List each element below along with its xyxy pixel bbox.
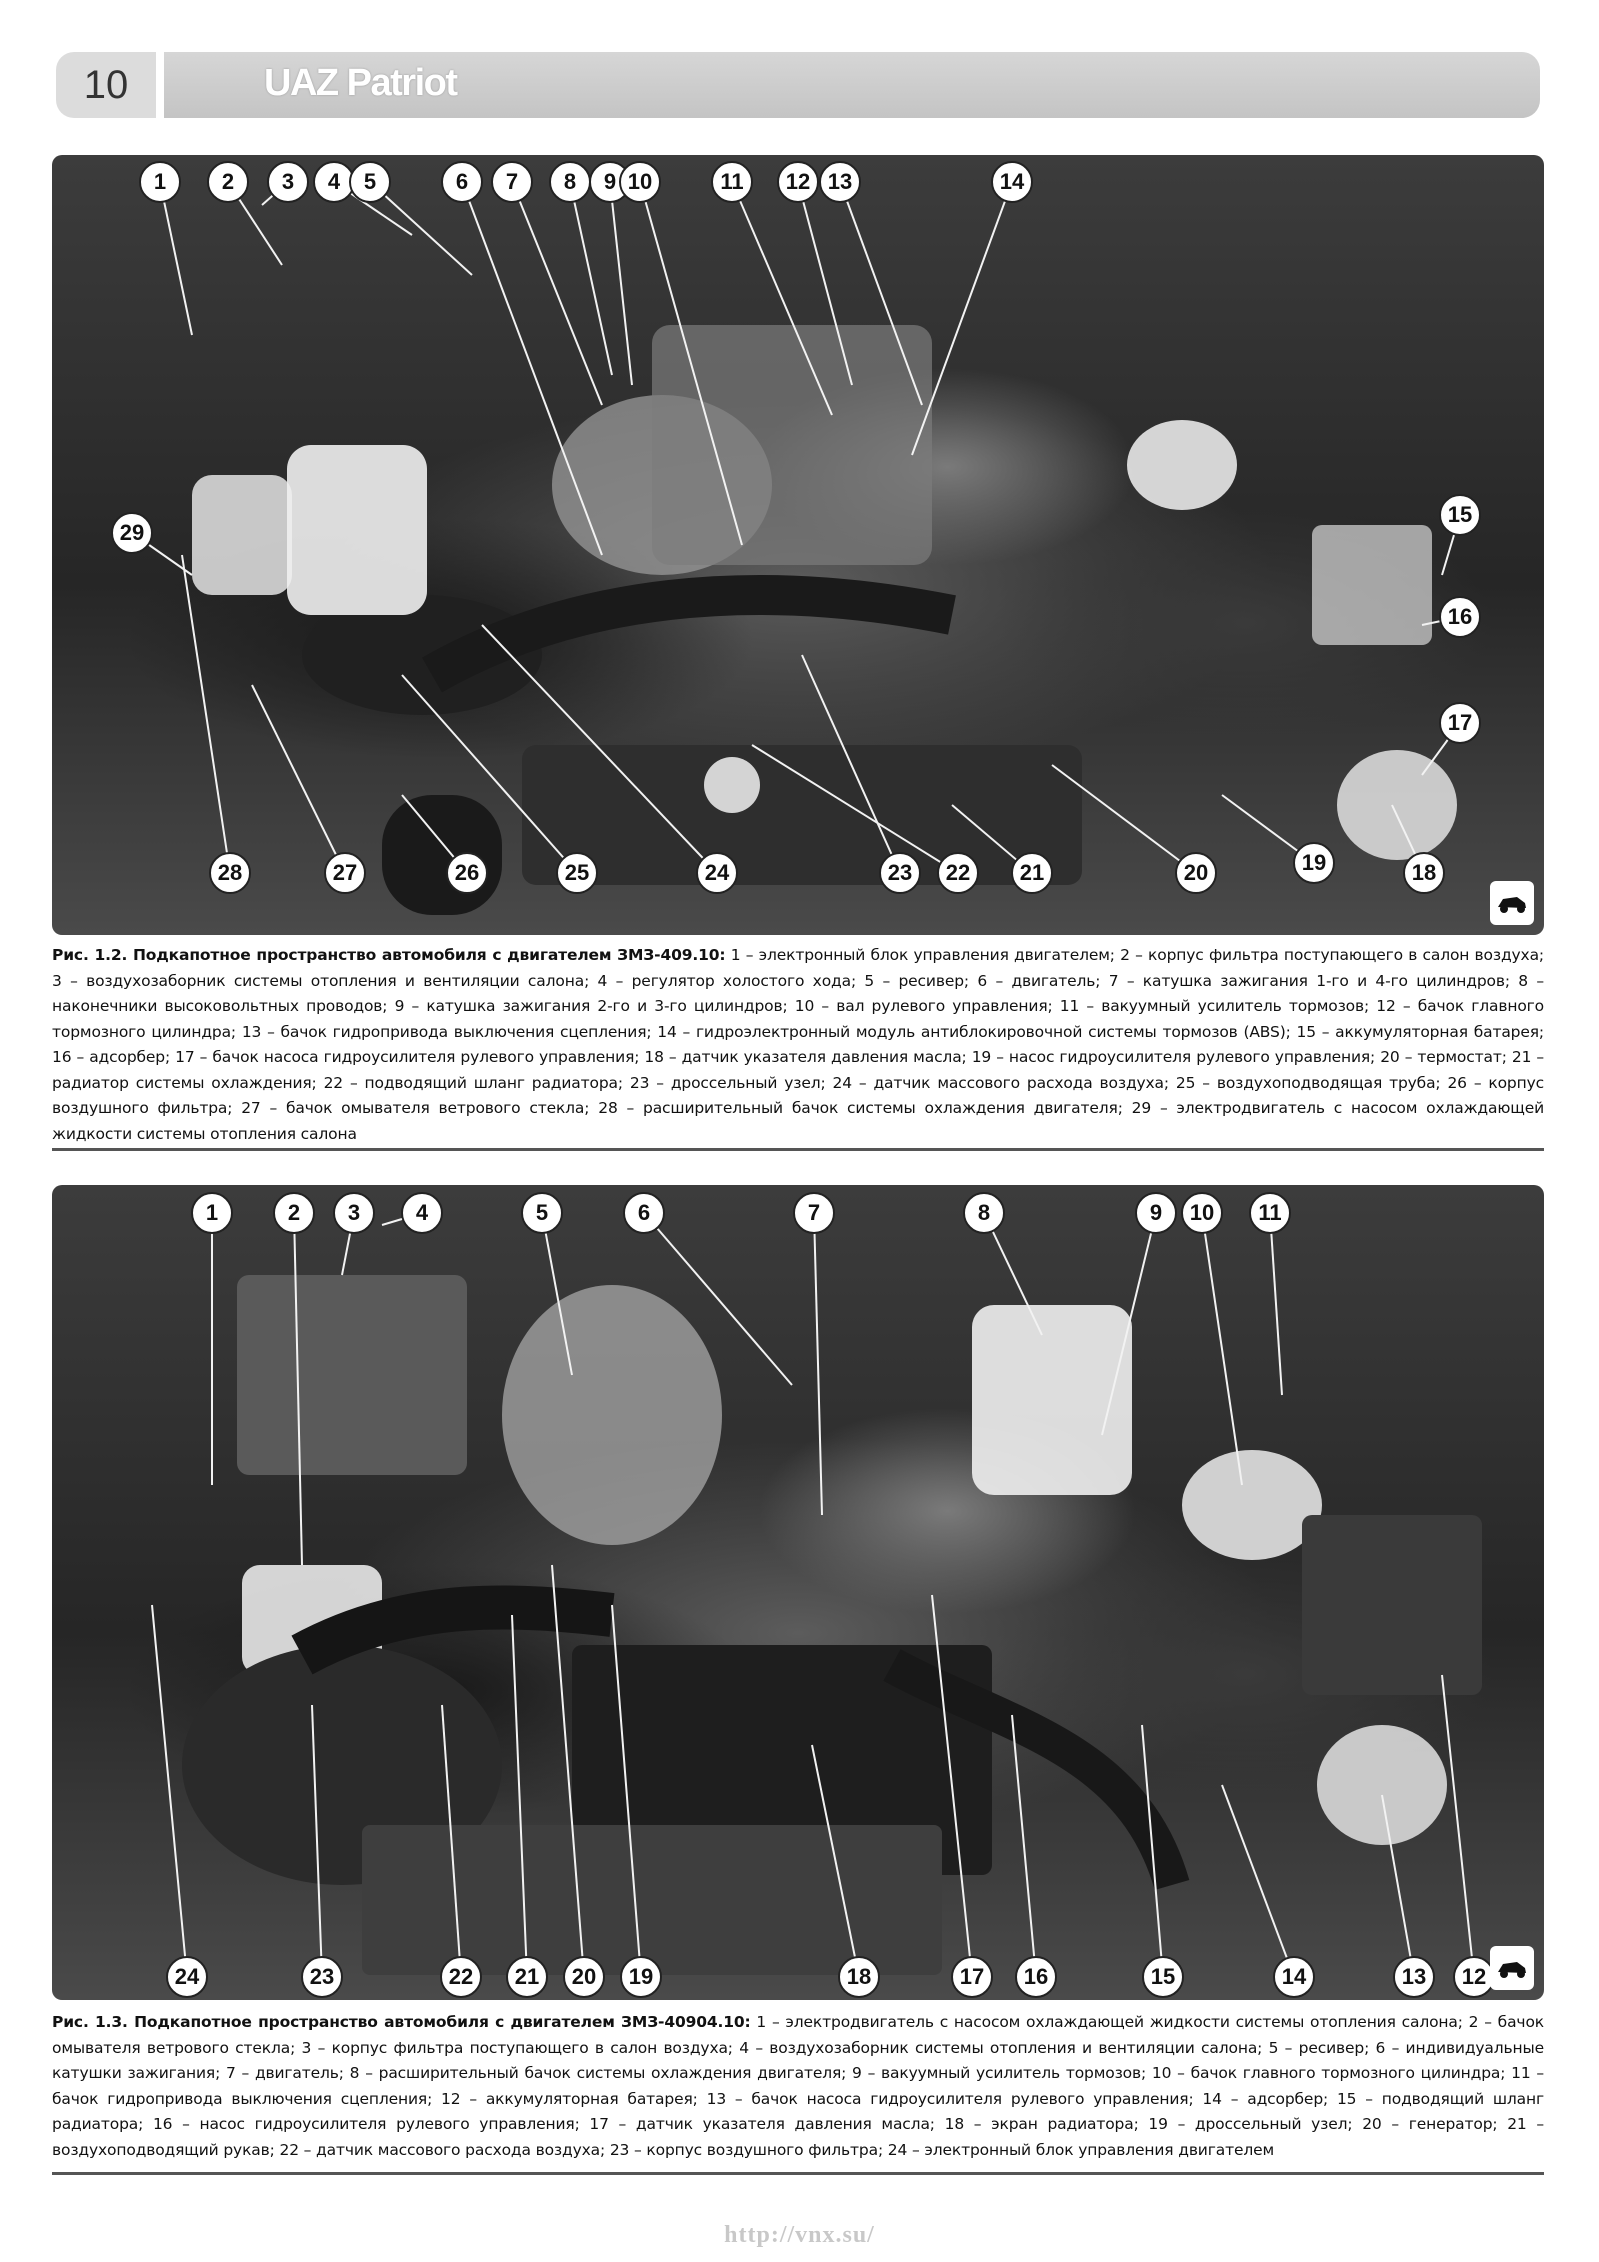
callout-15: 15 bbox=[1439, 494, 1481, 536]
leader-line-23 bbox=[802, 655, 900, 873]
leader-line-15 bbox=[1142, 1725, 1163, 1977]
callout-23: 23 bbox=[301, 1956, 343, 1998]
callout-13: 13 bbox=[819, 161, 861, 203]
page-header bbox=[56, 52, 1540, 118]
engine-bay-photo-409 bbox=[52, 155, 1544, 935]
callout-21: 21 bbox=[506, 1956, 548, 1998]
page-number: 10 bbox=[56, 52, 156, 118]
leader-line-20 bbox=[1052, 765, 1196, 873]
callout-16: 16 bbox=[1015, 1956, 1057, 1998]
leader-line-24 bbox=[152, 1605, 187, 1977]
title-bar bbox=[164, 52, 1540, 118]
leader-line-13 bbox=[1382, 1795, 1414, 1977]
callout-3: 3 bbox=[333, 1192, 375, 1234]
callout-1: 1 bbox=[191, 1192, 233, 1234]
callout-18: 18 bbox=[1403, 852, 1445, 894]
leader-line-22 bbox=[752, 745, 958, 873]
leader-line-10 bbox=[640, 182, 742, 545]
callout-16: 16 bbox=[1439, 596, 1481, 638]
callout-25: 25 bbox=[556, 852, 598, 894]
leader-line-23 bbox=[312, 1705, 322, 1977]
leader-line-24 bbox=[482, 625, 717, 873]
callout-12: 12 bbox=[1453, 1956, 1495, 1998]
leader-line-9 bbox=[610, 182, 632, 385]
callout-5: 5 bbox=[521, 1192, 563, 1234]
callout-14: 14 bbox=[1273, 1956, 1315, 1998]
caption-body: 1 – электронный блок управления двигателем; 2 – корпус фильтра поступающего в салон воздуха; 3 – воздухозаборник системы отопления и вентиляции салона; 4 – регулятор холостого хода; 5 – ресивер; 6 – двигатель; 7 – катушка зажигания 1-го и 4-го цилиндров; 8 – наконечники высоковольтных проводов; 9 – катушка зажигания 2-го и 3-го цилиндров; 10 – вал рулевого управления; 11 – вакуумный усилитель тормозов; 12 – бачок главного тормозного цилиндра; 13 – бачок гидропривода выключения сцепления; 14 – гидроэлектронный модуль антиблокировочной системы тормозов (ABS); 15 – аккумуляторная батарея; 16 – адсорбер; 17 – бачок насоса гидроусилителя рулевого управления; 18 – датчик указателя давления масла; 19 – насос гидроусилителя рулевого управления; 20 – термостат; 21 – радиатор системы охлаждения; 22 – подводящий шланг радиатора; 23 – дроссельный узел; 24 – датчик массового расхода воздуха; 25 – воздухоподводящая труба; 26 – корпус воздушного фильтра; 27 – бачок омывателя ветрового стекла; 28 – расширительный бачок системы охлаждения двигателя; 29 – электродвигатель с насосом охлаждающей жидкости системы отопления салона bbox=[52, 946, 1545, 1143]
car-photo-icon bbox=[1490, 881, 1534, 925]
callout-10: 10 bbox=[619, 161, 661, 203]
callout-7: 7 bbox=[491, 161, 533, 203]
leader-line-6 bbox=[462, 182, 602, 555]
callout-15: 15 bbox=[1142, 1956, 1184, 1998]
car-photo-icon bbox=[1490, 1946, 1534, 1990]
leader-line-5 bbox=[542, 1213, 572, 1375]
callout-1: 1 bbox=[139, 161, 181, 203]
callout-5: 5 bbox=[349, 161, 391, 203]
leader-line-9 bbox=[1102, 1213, 1156, 1435]
callout-22: 22 bbox=[937, 852, 979, 894]
leader-line-18 bbox=[812, 1745, 859, 1977]
callout-19: 19 bbox=[620, 1956, 662, 1998]
callout-26: 26 bbox=[446, 852, 488, 894]
leader-line-10 bbox=[1202, 1213, 1242, 1485]
callout-20: 20 bbox=[1175, 852, 1217, 894]
callout-22: 22 bbox=[440, 1956, 482, 1998]
callout-3: 3 bbox=[267, 161, 309, 203]
callout-8: 8 bbox=[963, 1192, 1005, 1234]
figure-caption-1-2 bbox=[52, 943, 1544, 1147]
callout-17: 17 bbox=[951, 1956, 993, 1998]
leader-line-8 bbox=[570, 182, 612, 375]
callout-9: 9 bbox=[589, 161, 631, 203]
callout-20: 20 bbox=[563, 1956, 605, 1998]
leader-line-11 bbox=[732, 182, 832, 415]
callout-14: 14 bbox=[991, 161, 1033, 203]
callout-9: 9 bbox=[1135, 1192, 1177, 1234]
leader-line-14 bbox=[912, 182, 1012, 455]
callout-24: 24 bbox=[696, 852, 738, 894]
callout-21: 21 bbox=[1011, 852, 1053, 894]
callout-13: 13 bbox=[1393, 1956, 1435, 1998]
caption-title: Рис. 1.2. Подкапотное пространство автомобиля с двигателем ЗМЗ-409.10: bbox=[52, 946, 726, 964]
callout-27: 27 bbox=[324, 852, 366, 894]
caption-title: Рис. 1.3. Подкапотное пространство автомобиля с двигателем ЗМЗ-40904.10: bbox=[52, 2013, 751, 2031]
callout-24: 24 bbox=[166, 1956, 208, 1998]
leader-line-22 bbox=[442, 1705, 461, 1977]
callout-6: 6 bbox=[441, 161, 483, 203]
leader-line-7 bbox=[512, 182, 602, 405]
callout-19: 19 bbox=[1293, 842, 1335, 884]
leader-line-1 bbox=[160, 182, 192, 335]
callout-4: 4 bbox=[313, 161, 355, 203]
leader-line-12 bbox=[1442, 1675, 1474, 1977]
callout-2: 2 bbox=[207, 161, 249, 203]
leader-line-2 bbox=[294, 1213, 302, 1565]
callout-8: 8 bbox=[549, 161, 591, 203]
callout-7: 7 bbox=[793, 1192, 835, 1234]
callout-11: 11 bbox=[1249, 1192, 1291, 1234]
callout-11: 11 bbox=[711, 161, 753, 203]
divider-rule bbox=[52, 2172, 1544, 2175]
engine-bay-photo-40904 bbox=[52, 1185, 1544, 2000]
leader-lines bbox=[52, 1185, 1544, 2000]
leader-line-28 bbox=[182, 555, 230, 873]
leader-line-17 bbox=[932, 1595, 972, 1977]
leader-line-19 bbox=[612, 1605, 641, 1977]
leader-line-20 bbox=[552, 1565, 584, 1977]
leader-lines bbox=[52, 155, 1544, 935]
callout-10: 10 bbox=[1181, 1192, 1223, 1234]
leader-line-14 bbox=[1222, 1785, 1294, 1977]
callout-17: 17 bbox=[1439, 702, 1481, 744]
leader-line-21 bbox=[512, 1615, 527, 1977]
divider-rule bbox=[52, 1148, 1544, 1151]
figure-caption-1-3 bbox=[52, 2010, 1544, 2163]
leader-line-7 bbox=[814, 1213, 822, 1515]
callout-6: 6 bbox=[623, 1192, 665, 1234]
callout-23: 23 bbox=[879, 852, 921, 894]
caption-body: 1 – электродвигатель с насосом охлаждающей жидкости системы отопления салона; 2 – бачок омывателя ветрового стекла; 3 – корпус фильтра поступающего в салон воздуха; 4 – воздухозаборник системы отопления и вентиляции салона; 5 – ресивер; 6 – индивидуальные катушки зажигания; 7 – двигатель; 8 – расширительный бачок системы охлаждения двигателя; 9 – вакуумный усилитель тормозов; 10 – бачок главного тормозного цилиндра; 11 – бачок гидропривода выключения сцепления; 12 – аккумуляторная батарея; 13 – бачок насоса гидроусилителя рулевого управления; 14 – адсорбер; 15 – подводящий шланг радиатора; 16 – насос гидроусилителя рулевого управления; 17 – датчик указателя давления масла; 18 – экран радиатора; 19 – дроссельный узел; 20 – генератор; 21 – воздухоподводящий рукав; 22 – датчик массового расхода воздуха; 23 – корпус воздушного фильтра; 24 – электронный блок управления двигателем bbox=[52, 2013, 1544, 2159]
callout-4: 4 bbox=[401, 1192, 443, 1234]
callout-2: 2 bbox=[273, 1192, 315, 1234]
footer-link[interactable]: http://vnx.su/ bbox=[724, 2222, 875, 2248]
leader-line-16 bbox=[1012, 1715, 1036, 1977]
callout-12: 12 bbox=[777, 161, 819, 203]
leader-line-6 bbox=[644, 1213, 792, 1385]
book-title: UAZ Patriot bbox=[264, 62, 457, 104]
callout-18: 18 bbox=[838, 1956, 880, 1998]
callout-28: 28 bbox=[209, 852, 251, 894]
leader-line-13 bbox=[840, 182, 922, 405]
callout-29: 29 bbox=[111, 512, 153, 554]
leader-line-27 bbox=[252, 685, 345, 873]
leader-line-11 bbox=[1270, 1213, 1282, 1395]
leader-line-25 bbox=[402, 675, 577, 873]
